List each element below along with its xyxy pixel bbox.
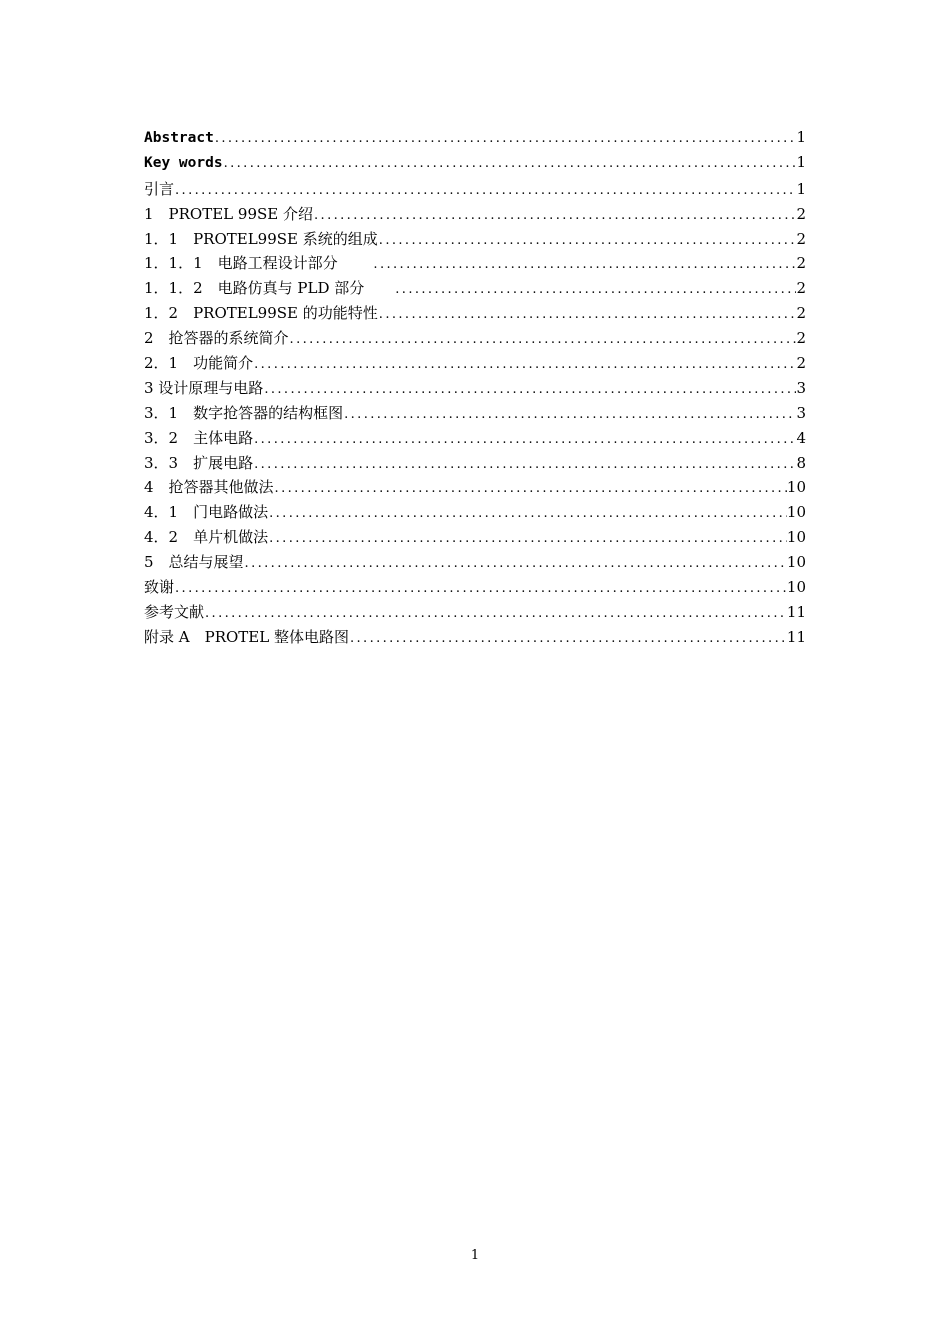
toc-entry-page: 3 (796, 378, 806, 397)
toc-entry-page: 10 (786, 478, 806, 497)
toc-entry-title: Key words (144, 154, 223, 171)
toc-entry-section-3[interactable] (144, 377, 806, 402)
toc-entry-section-1-1-1[interactable] (144, 252, 806, 277)
toc-entry-section-3-3[interactable] (144, 452, 806, 477)
toc-entry-page: 1 (796, 152, 806, 171)
toc-entry-title: 3．1 数字抢答器的结构框图 (144, 403, 344, 422)
toc-entry-page: 2 (796, 204, 806, 223)
toc-entry-title: 1．1 PROTEL99SE 系统的组成 (144, 229, 378, 248)
toc-dot-leader (378, 233, 797, 248)
toc-entry-page: 2 (796, 354, 806, 373)
toc-entry-section-1-1[interactable] (144, 228, 806, 253)
toc-entry-section-5[interactable] (144, 551, 806, 576)
toc-dot-leader (174, 183, 796, 198)
toc-entry-section-1[interactable] (144, 203, 806, 228)
toc-dot-leader (268, 506, 787, 521)
toc-entry-page: 2 (796, 229, 806, 248)
toc-entry-title: 2 抢答器的系统简介 (144, 329, 289, 348)
toc-entry-title: 4．1 门电路做法 (144, 503, 269, 522)
toc-entry-page: 4 (796, 428, 806, 447)
toc-dot-leader (244, 556, 787, 571)
toc-dot-leader (223, 156, 797, 171)
toc-dot-leader (372, 257, 796, 272)
toc-entry-page: 11 (786, 627, 806, 646)
toc-entry-page: 8 (796, 453, 806, 472)
toc-dot-leader (394, 282, 796, 297)
toc-entry-section-4-1[interactable] (144, 501, 806, 526)
toc-dot-leader (263, 382, 796, 397)
toc-entry-title: 1．1．2 电路仿真与 PLD 部分 (144, 279, 395, 298)
toc-entry-introduction[interactable] (144, 178, 806, 203)
toc-dot-leader (343, 407, 796, 422)
toc-entry-section-1-2[interactable] (144, 302, 806, 327)
toc-entry-title: 3．3 扩展电路 (144, 453, 254, 472)
toc-dot-leader (268, 531, 787, 546)
toc-entry-page: 10 (786, 528, 806, 547)
toc-entry-section-4[interactable] (144, 476, 806, 501)
toc-entry-references[interactable] (144, 601, 806, 626)
page-number: 1 (470, 1248, 480, 1263)
toc-entry-section-1-1-2[interactable] (144, 277, 806, 302)
toc-entry-title: 4 抢答器其他做法 (144, 478, 274, 497)
toc-entry-title: 2．1 功能简介 (144, 354, 254, 373)
toc-dot-leader (253, 432, 796, 447)
toc-entry-acknowledgements[interactable] (144, 576, 806, 601)
toc-dot-leader (204, 606, 787, 621)
toc-entry-page: 10 (786, 553, 806, 572)
table-of-contents (144, 128, 806, 651)
toc-entry-page: 1 (796, 179, 806, 198)
toc-entry-page: 2 (796, 329, 806, 348)
toc-entry-page: 2 (796, 254, 806, 273)
toc-entry-page: 11 (786, 602, 806, 621)
toc-dot-leader (274, 481, 787, 496)
toc-dot-leader (214, 131, 797, 146)
toc-dot-leader (253, 357, 796, 372)
toc-entry-title: Abstract (144, 130, 214, 146)
toc-entry-title: 致谢 (144, 578, 175, 597)
toc-entry-page: 3 (796, 403, 806, 422)
toc-dot-leader (253, 457, 796, 472)
toc-entry-page: 2 (796, 279, 806, 298)
toc-entry-section-2[interactable] (144, 327, 806, 352)
toc-dot-leader (313, 208, 796, 223)
toc-entry-page: 2 (796, 304, 806, 323)
toc-entry-title: 4．2 单片机做法 (144, 528, 269, 547)
toc-dot-leader (378, 307, 797, 322)
toc-dot-leader (349, 631, 787, 646)
toc-entry-title: 3 设计原理与电路 (144, 378, 264, 397)
toc-entry-title: 参考文献 (144, 602, 205, 621)
toc-entry-key-words[interactable] (144, 153, 806, 178)
toc-dot-leader (174, 581, 787, 596)
toc-entry-section-2-1[interactable] (144, 352, 806, 377)
toc-entry-title: 附录 A PROTEL 整体电路图 (144, 627, 349, 646)
toc-entry-section-4-2[interactable] (144, 526, 806, 551)
toc-dot-leader (289, 332, 797, 347)
toc-entry-page: 10 (786, 503, 806, 522)
toc-entry-appendix-a[interactable] (144, 626, 806, 651)
toc-entry-page: 10 (786, 578, 806, 597)
toc-entry-title: 5 总结与展望 (144, 553, 244, 572)
toc-entry-page: 1 (796, 128, 806, 146)
toc-entry-abstract[interactable] (144, 128, 806, 153)
toc-entry-section-3-2[interactable] (144, 427, 806, 452)
toc-entry-title: 3．2 主体电路 (144, 428, 254, 447)
toc-entry-title: 1 PROTEL 99SE 介绍 (144, 204, 313, 223)
toc-entry-section-3-1[interactable] (144, 402, 806, 427)
toc-entry-title: 1．1．1 电路工程设计部分 (144, 254, 373, 273)
toc-entry-title: 引言 (144, 179, 175, 198)
toc-entry-title: 1．2 PROTEL99SE 的功能特性 (144, 304, 378, 323)
